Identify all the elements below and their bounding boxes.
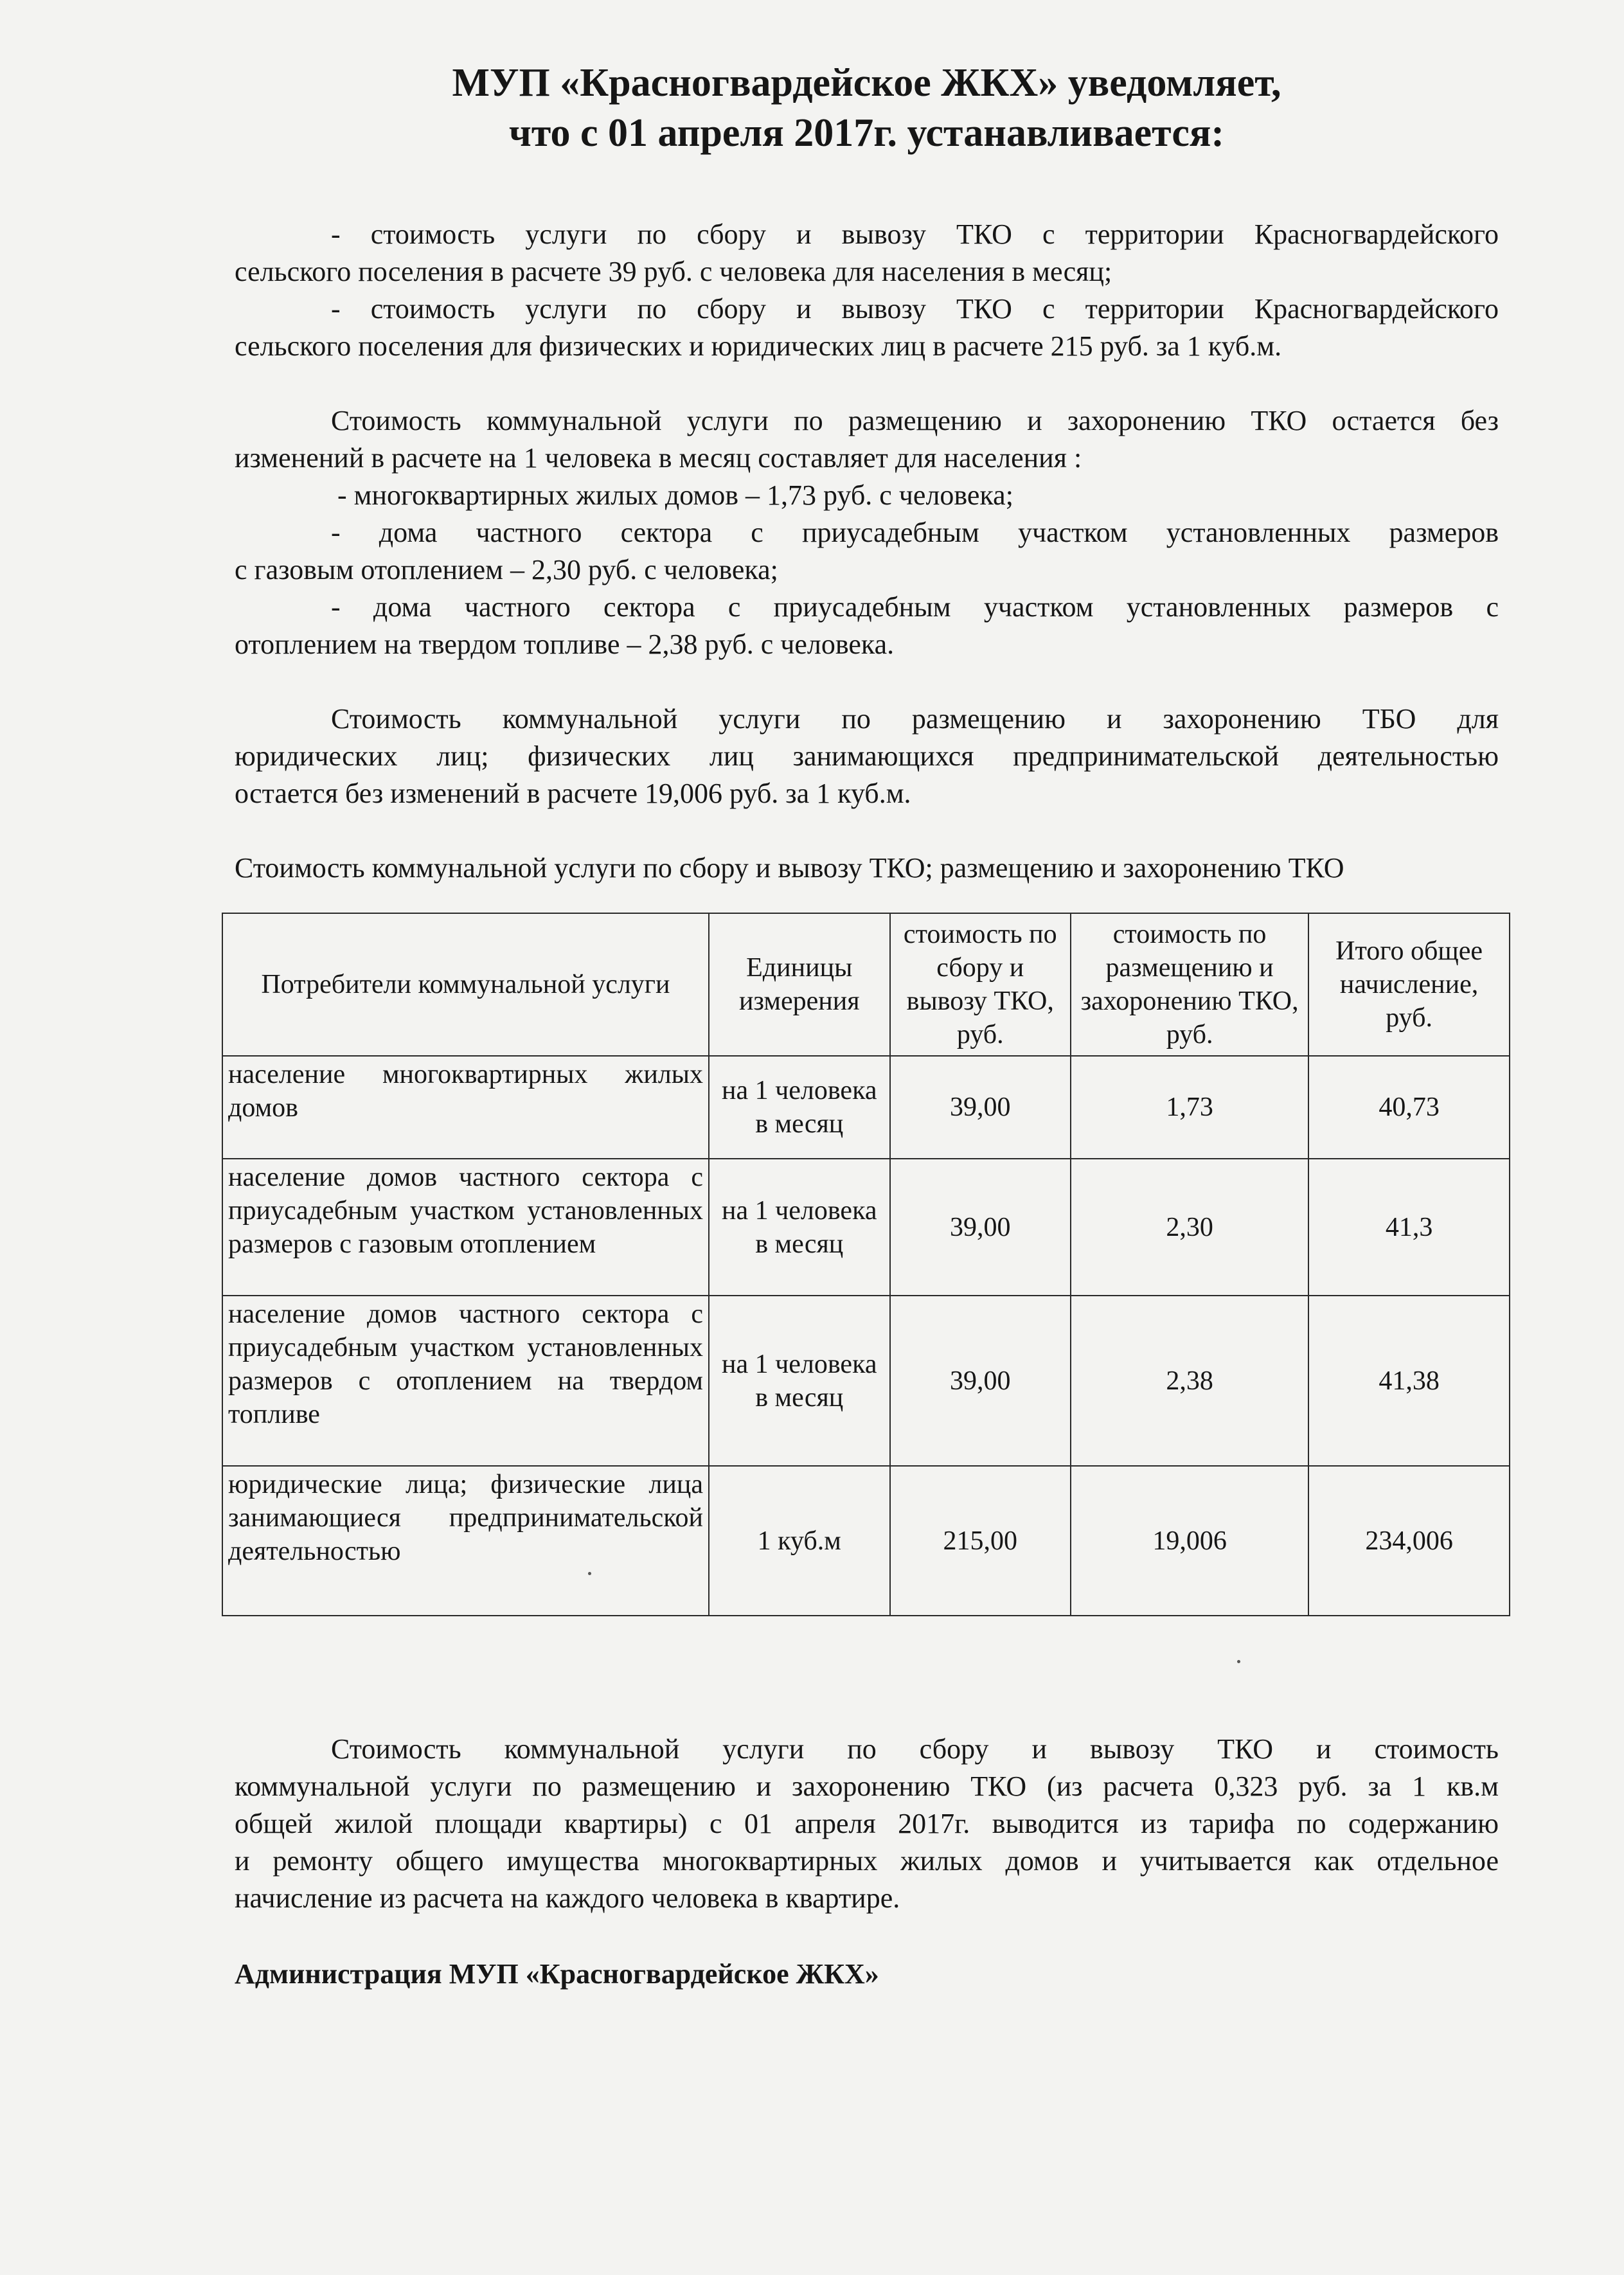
text-line: - стоимость услуги по сбору и вывозу ТКО с территории Красногвардейского — [331, 293, 1499, 325]
cell-disposal: 1,73 — [1071, 1056, 1308, 1159]
cell-consumer: население домов частного сектора с приусадебным участком установленных размеров с газовым отоплением — [222, 1159, 709, 1296]
text-line: с газовым отоплением – 2,30 руб. с человека; — [235, 554, 778, 585]
text-line: и ремонту общего имущества многоквартирных жилых домов и учитывается как отдельное — [235, 1845, 1499, 1877]
cell-disposal: 19,006 — [1071, 1466, 1308, 1616]
cell-collection: 215,00 — [890, 1466, 1071, 1616]
cell-disposal: 2,30 — [1071, 1159, 1308, 1296]
paragraph-disposal-tariff-population — [235, 402, 1499, 663]
spacer — [235, 365, 1499, 402]
cell-collection: 39,00 — [890, 1159, 1071, 1296]
text-line: сельского поселения в расчете 39 руб. с человека для населения в месяц; — [235, 256, 1112, 287]
text-line: отоплением на твердом топливе – 2,38 руб. с человека. — [235, 629, 895, 660]
title-line-1: МУП «Красногвардейское ЖКХ» уведомляет, — [452, 61, 1281, 105]
header-disposal-cost: стоимость по размещению и захоронению ТКО, руб. — [1071, 913, 1308, 1056]
header-total: Итого общее начисление, руб. — [1308, 913, 1510, 1056]
cell-total: 234,006 — [1308, 1466, 1510, 1616]
text-line: Стоимость коммунальной услуги по размещению и захоронению ТКО остается без — [331, 405, 1499, 436]
spacer — [235, 663, 1499, 700]
scan-speck — [588, 1572, 591, 1575]
header-collection-cost: стоимость по сбору и вывозу ТКО, руб. — [890, 913, 1071, 1056]
header-consumers: Потребители коммунальной услуги — [222, 913, 709, 1056]
spacer — [235, 1616, 1499, 1731]
paragraph-tariff-separation — [235, 1731, 1499, 1917]
text-line: коммунальной услуги по размещению и захоронению ТКО (из расчета 0,323 руб. за 1 кв.м — [235, 1771, 1499, 1802]
cell-total: 41,3 — [1308, 1159, 1510, 1296]
table-row — [222, 1159, 1510, 1296]
table-row — [222, 1296, 1510, 1466]
notice-title — [235, 58, 1499, 158]
table-header-row — [222, 913, 1510, 1056]
title-line-2: что с 01 апреля 2017г. устанавливается: — [508, 111, 1225, 155]
cell-consumer: население многоквартирных жилых домов — [222, 1056, 709, 1159]
document-body — [228, 58, 1499, 1993]
text-line: Стоимость коммунальной услуги по сбору и вывозу ТКО; размещению и захоронению ТКО — [235, 852, 1344, 884]
cell-total: 40,73 — [1308, 1056, 1510, 1159]
cell-unit: на 1 человека в месяц — [709, 1296, 890, 1466]
header-units: Единицы измерения — [709, 913, 890, 1056]
cell-unit: 1 куб.м — [709, 1466, 890, 1616]
text-line: Стоимость коммунальной услуги по сбору и вывозу ТКО и стоимость — [331, 1733, 1499, 1765]
cell-disposal: 2,38 — [1071, 1296, 1308, 1466]
text-line: - дома частного сектора с приусадебным участком установленных размеров с — [331, 591, 1499, 623]
cell-collection: 39,00 — [890, 1056, 1071, 1159]
text-line: общей жилой площади квартиры) с 01 апреля 2017г. выводится из тарифа по содержанию — [235, 1808, 1499, 1839]
cell-unit: на 1 человека в месяц — [709, 1159, 890, 1296]
paragraph-collection-tariff — [235, 216, 1499, 365]
table-row — [222, 1056, 1510, 1159]
paragraph-disposal-tariff-legal — [235, 700, 1499, 812]
cell-consumer: юридические лица; физические лица занимающиеся предпринимательской деятельностью — [222, 1466, 709, 1616]
cell-consumer: население домов частного сектора с приусадебным участком установленных размеров с отоплением на твердом топливе — [222, 1296, 709, 1466]
tariff-table — [222, 913, 1510, 1616]
text-line: остается без изменений в расчете 19,006 руб. за 1 куб.м. — [235, 778, 911, 809]
table-caption — [235, 850, 1499, 887]
text-line: изменений в расчете на 1 человека в месяц составляет для населения : — [235, 442, 1082, 474]
text-line: - дома частного сектора с приусадебным участком установленных размеров — [331, 517, 1499, 548]
spacer — [235, 812, 1499, 850]
cell-collection: 39,00 — [890, 1296, 1071, 1466]
text-line: - стоимость услуги по сбору и вывозу ТКО с территории Красногвардейского — [331, 219, 1499, 250]
cell-unit: на 1 человека в месяц — [709, 1056, 890, 1159]
signature-administration: Администрация МУП «Красногвардейское ЖКХ» — [235, 1958, 879, 1990]
text-line: начисление из расчета на каждого человека в квартире. — [235, 1882, 900, 1914]
cell-total: 41,38 — [1308, 1296, 1510, 1466]
text-line: Стоимость коммунальной услуги по размещению и захоронению ТБО для — [331, 703, 1499, 735]
text-line: - многоквартирных жилых домов – 1,73 руб. с человека; — [337, 479, 1013, 511]
scan-speck — [1237, 1660, 1240, 1663]
table-row — [222, 1466, 1510, 1616]
text-line: юридических лиц; физических лиц занимающихся предпринимательской деятельностью — [235, 740, 1499, 772]
text-line: сельского поселения для физических и юридических лиц в расчете 215 руб. за 1 куб.м. — [235, 330, 1282, 362]
